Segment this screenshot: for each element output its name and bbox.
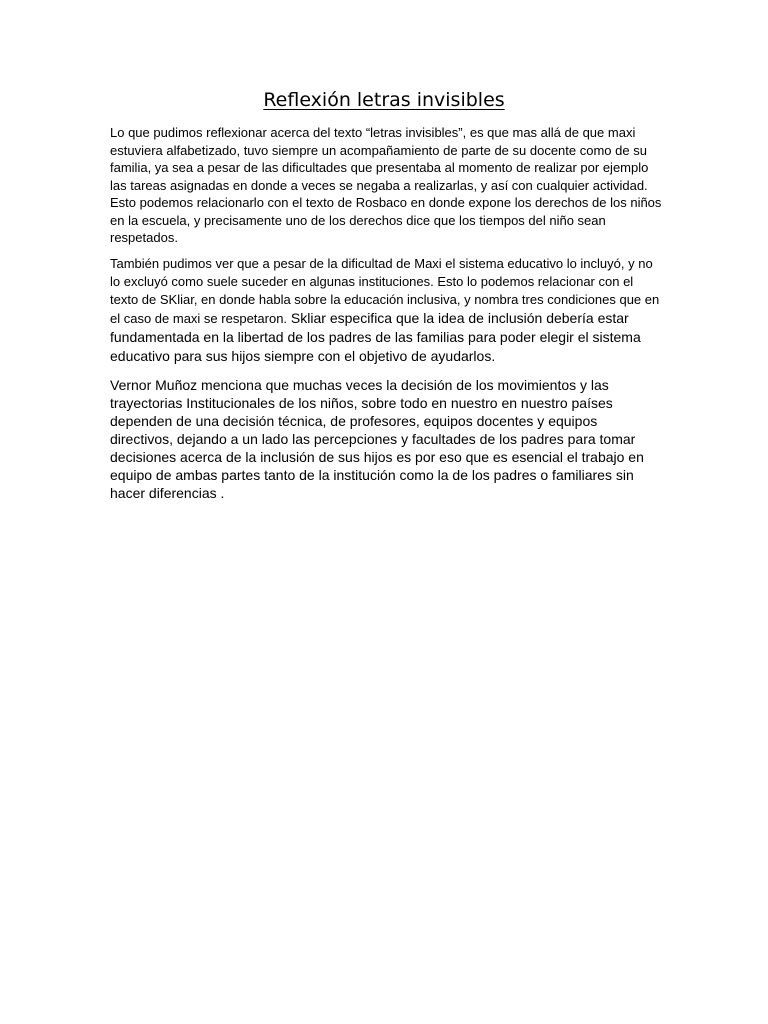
paragraph-2-part-2: Skliar especifica que la idea de inclusión debería estar fundamentada en la libertad de los padres de las familias para poder elegir el sistema educativo para sus hijos siempre con el objetivo de ayudarlos.	[110, 309, 641, 364]
document-title: Reflexión letras invisibles	[263, 89, 505, 111]
paragraph-2	[110, 255, 662, 366]
paragraph-2-part-1: También pudimos ver que a pesar de la dificultad de Maxi el sistema educativo lo incluyó, y no lo excluyó como suele suceder en algunas instituciones. Esto lo podemos relacionar con el texto de SKliar, en donde habla sobre la educación inclusiva, y nombra tres condiciones que en el caso de maxi se respetaron.	[110, 255, 660, 326]
document-body	[110, 124, 662, 502]
paragraph-1: Lo que pudimos reflexionar acerca del texto “letras invisibles”, es que mas allá de que maxi estuviera alfabetizado, tuvo siempre un acompañamiento de parte de su docente como de su familia, ya sea a pesar de las dificultades que presentaba al momento de realizar por ejemplo las tareas asignadas en donde a veces se negaba a realizarlas, y así con cualquier actividad. Esto podemos relacionarlo con el texto de Rosbaco en donde expone los derechos de los niños en la escuela, y precisamente uno de los derechos dice que los tiempos del niño sean respetados.	[110, 125, 662, 245]
paragraph-3: Vernor Muñoz menciona que muchas veces la decisión de los movimientos y las trayectorias Institucionales de los niños, sobre todo en nuestro en nuestro países dependen de una decisión técnica, de profesores, equipos docentes y equipos directivos, dejando a un lado las percepciones y facultades de los padres para tomar decisiones acerca de la inclusión de sus hijos es por eso que es esencial el trabajo en equipo de ambas partes tanto de la institución como la de los padres o familiares sin hacer diferencias .	[110, 376, 644, 501]
